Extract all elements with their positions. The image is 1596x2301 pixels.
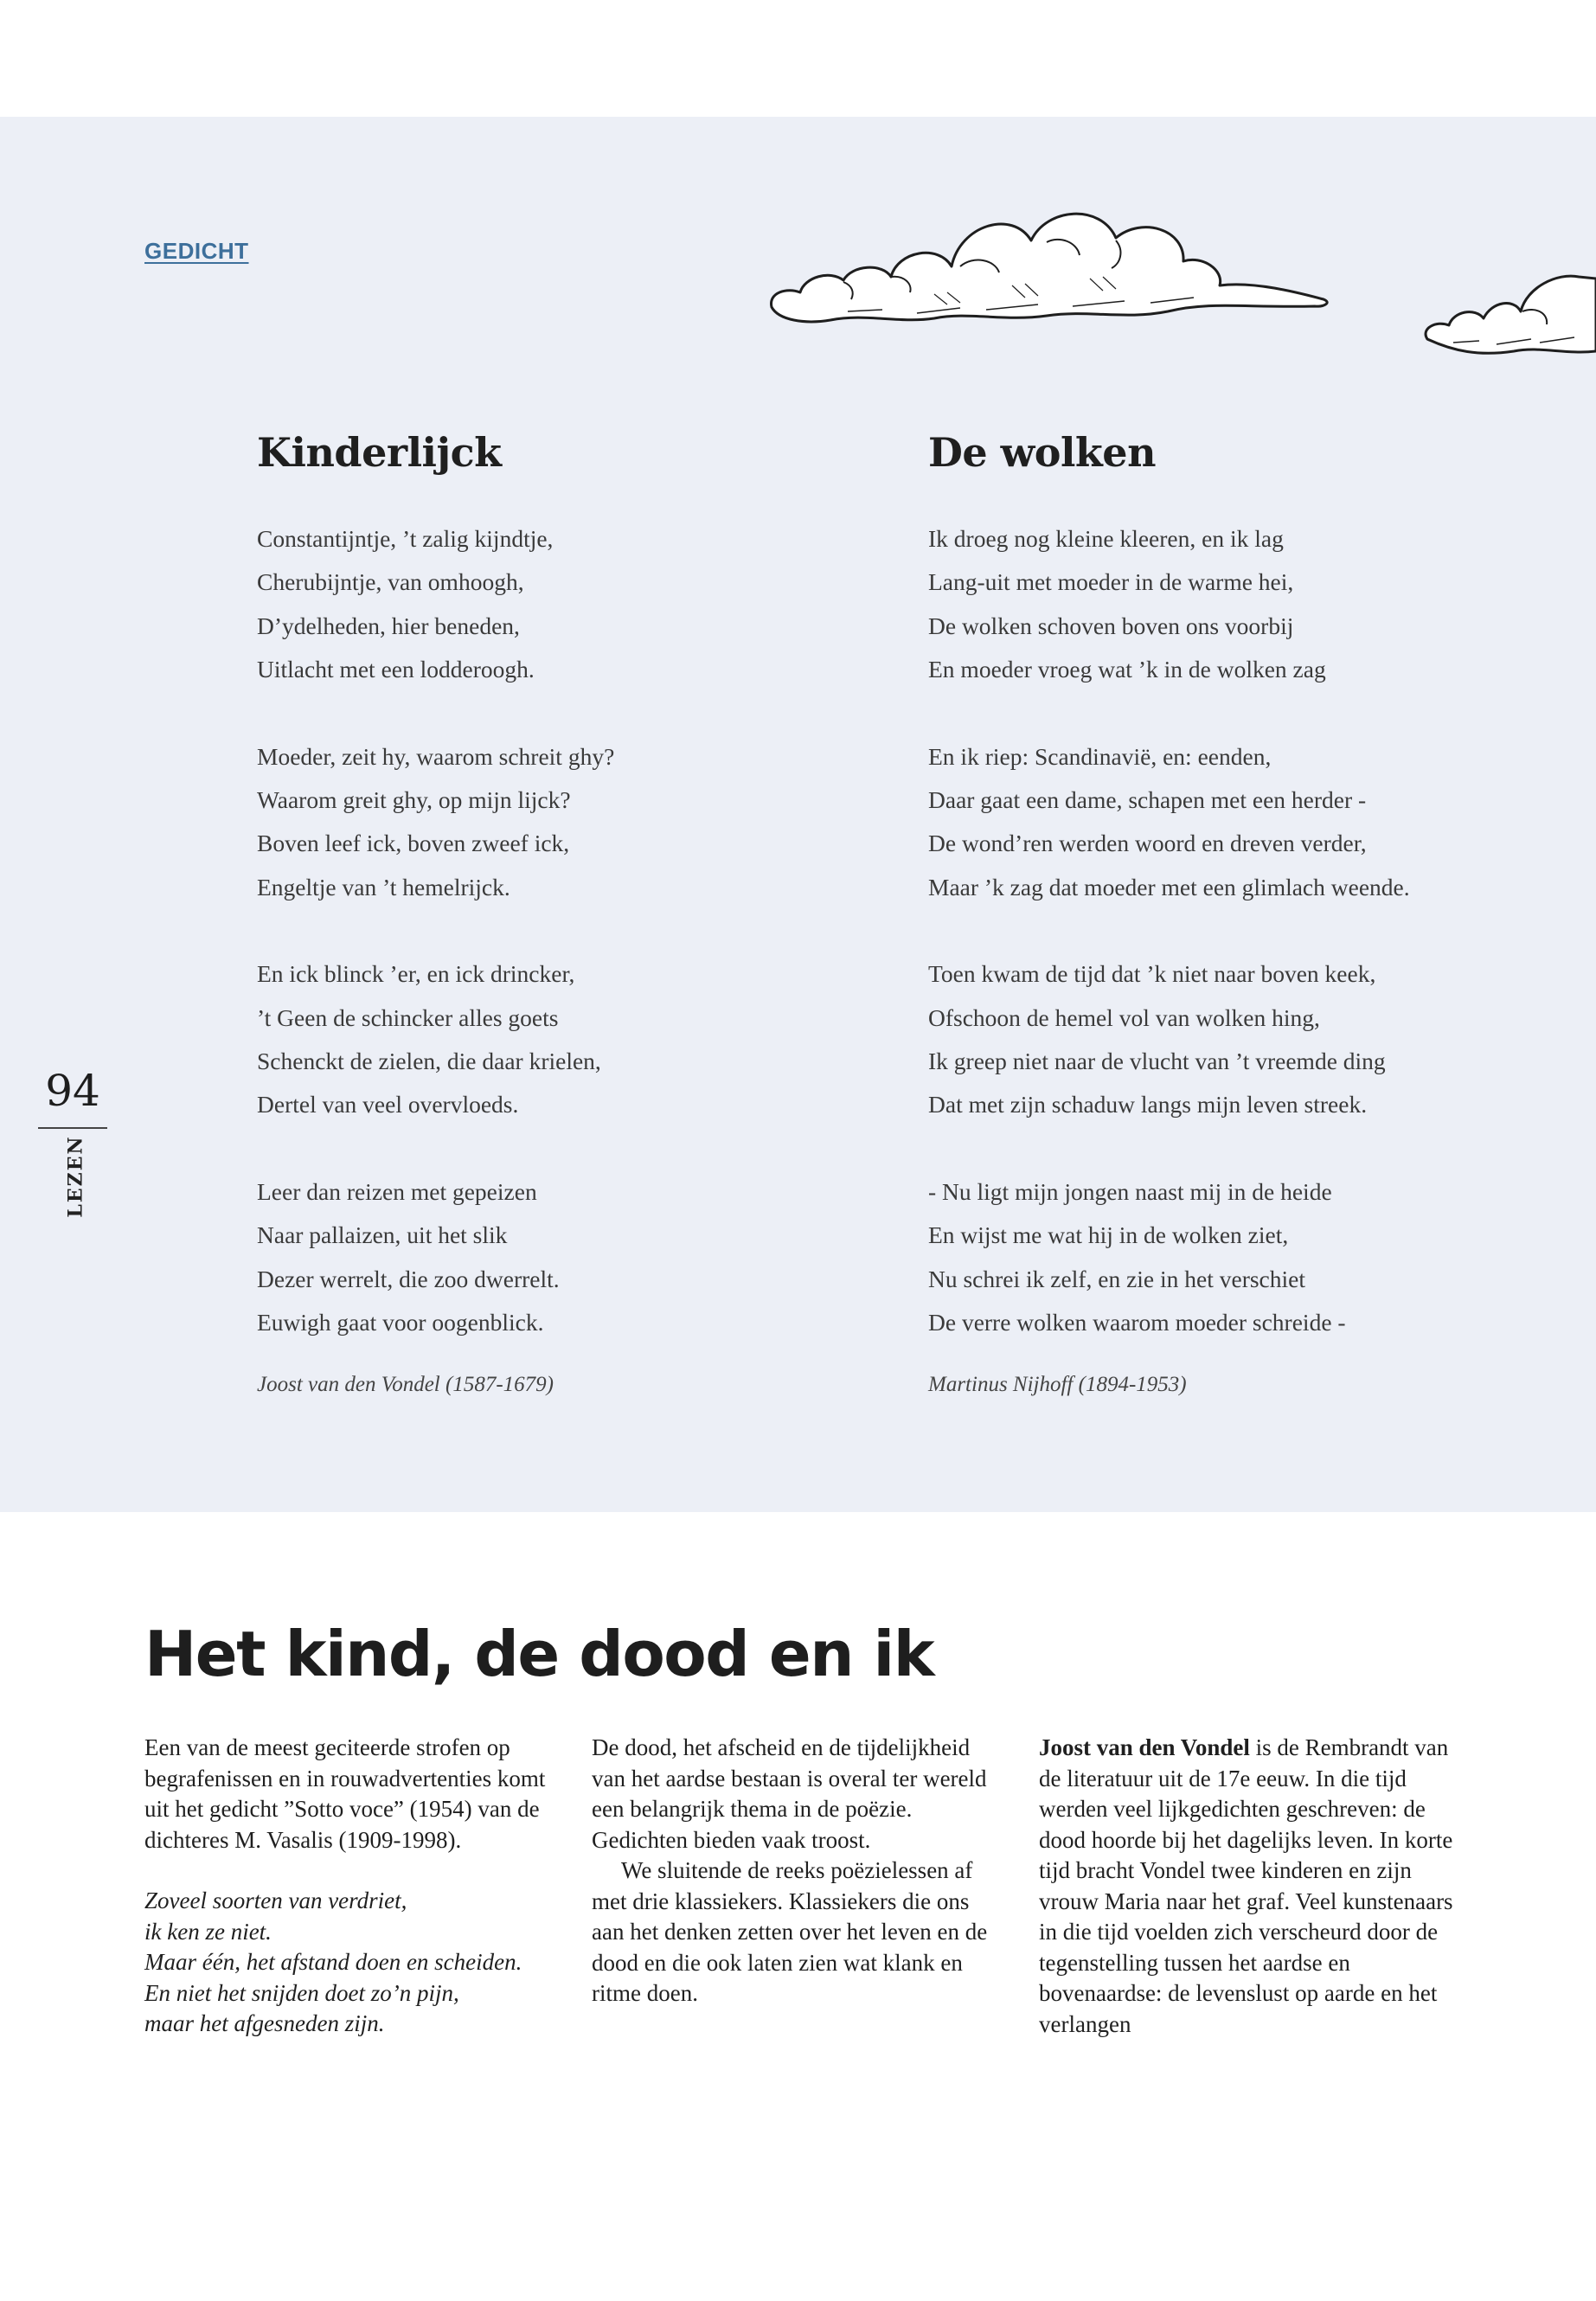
stanza [257,1170,862,1345]
poem-line: Dezer werrelt, die zoo dwerrelt. [257,1265,560,1292]
stanza [257,517,862,692]
poem-line: Engeltje van ’t hemelrijck. [257,873,510,901]
section-tag: GEDICHT [144,238,249,264]
poem-line: Uitlacht met een lodderoogh. [257,656,535,683]
article-column-2 [592,1733,1007,2009]
stanza [928,952,1560,1127]
poem-line: Moeder, zeit hy, waarom schreit ghy? [257,742,615,770]
cloud-small-icon [1426,276,1596,353]
stanza [257,952,862,1127]
poem-line: Cherubijntje, van omhoogh, [257,568,524,596]
poem-line: Nu schrei ik zelf, en zie in het verschiet [928,1265,1305,1292]
poem-title: Kinderlijck [257,429,502,476]
poem-author: Martinus Nijhoff (1894-1953) [928,1372,1187,1396]
page-number-rule [38,1127,107,1129]
poem-line: Ofschoon de hemel vol van wolken hing, [928,1003,1320,1031]
poem-line: De wond’ren werden woord en dreven verder, [928,830,1367,857]
article-paragraph [1039,1733,1463,2040]
stanza [928,735,1560,910]
poem-line: - Nu ligt mijn jongen naast mij in de heide [928,1177,1332,1205]
clouds-illustration [761,190,1596,363]
poem-line: Dat met zijn schaduw langs mijn leven streek. [928,1091,1368,1118]
poem-line: En ick blinck ’er, en ick drincker, [257,960,575,988]
poem-line: Daar gaat een dame, schapen met een herder - [928,786,1367,814]
article-column-3 [1039,1733,1463,2040]
stanza [257,735,862,910]
poem-line: Leer dan reizen met gepeizen [257,1177,537,1205]
poem-line: Constantijntje, ’t zalig kijndtje, [257,525,554,552]
poem-line: Maar ’k zag dat moeder met een glimlach weende. [928,873,1410,901]
article-paragraph: De dood, het afscheid en de tijdelijkheid van het aardse bestaan is overal ter wereld een belangrijk thema in de poëzie. Gedichten bieden vaak troost. [592,1734,987,1853]
poem-line: Ik greep niet naar de vlucht van ’t vreemde ding [928,1048,1386,1075]
cloud-large-icon [772,214,1328,322]
poem-line: Boven leef ick, boven zweef ick, [257,830,570,857]
poem-line: Lang-uit met moeder in de warme hei, [928,568,1294,596]
article-headline: Het kind, de dood en ik [144,1618,934,1690]
quote-line: ik ken ze niet. [144,1918,272,1945]
quote-line: maar het afgesneden zijn. [144,2010,385,2036]
page-number: 94 [45,1066,100,1116]
poem-line: En wijst me wat hij in de wolken ziet, [928,1221,1289,1249]
section-label [50,1135,102,1218]
quote-line: Maar één, het afstand doen en scheiden. [144,1949,522,1975]
poem-line: Ik droeg nog kleine kleeren, en ik lag [928,525,1284,552]
poem-line: Dertel van veel overvloeds. [257,1091,519,1118]
article-paragraph: We sluitende de reeks poëzielessen af met drie klassiekers. Klassiekers die ons aan het denken zetten over het leven en de dood en die ook laten zien wat klank en ritme doen. [592,1857,988,2006]
section-label-text: LEZEN [65,1135,87,1218]
article-paragraph: Een van de meest geciteerde strofen op begrafenissen en in rouwadvertenties komt uit het gedicht ”Sotto voce” (1954) van de dichteres M. Vasalis (1909-1998). [144,1734,546,1853]
poem-de-wolken [928,424,1560,1397]
poem-line: En moeder vroeg wat ’k in de wolken zag [928,656,1326,683]
poem-kinderlijck [257,424,862,1397]
poem-line: ’t Geen de schincker alles goets [257,1003,559,1031]
poem-line: Waarom greit ghy, op mijn lijck? [257,786,571,814]
poem-line: En ik riep: Scandinavië, en: eenden, [928,742,1272,770]
poem-line: Schenckt de zielen, die daar krielen, [257,1048,601,1075]
quote-line: Zoveel soorten van verdriet, [144,1888,407,1913]
poem-line: De wolken schoven boven ons voorbij [928,612,1294,639]
poem-title: De wolken [928,429,1157,476]
vondel-name: Joost van den Vondel [1039,1734,1250,1760]
poem-line: De verre wolken waarom moeder schreide - [928,1309,1346,1336]
stanza [928,1170,1560,1345]
poem-line: D’ydelheden, hier beneden, [257,612,520,639]
poem-line: Euwigh gaat voor oogenblick. [257,1309,544,1336]
quote-line: En niet het snijden doet zo’n pijn, [144,1979,459,2006]
article-column-1 [144,1733,560,2040]
poem-author: Joost van den Vondel (1587-1679) [257,1372,554,1396]
stanza [928,517,1560,692]
poem-line: Toen kwam de tijd dat ’k niet naar boven keek, [928,960,1376,988]
article-text: is de Rembrandt van de literatuur uit de 17e eeuw. In die tijd werden veel lijkgedichten geschreven: de dood hoorde bij het dagelijks leven. In korte tijd bracht Vondel twee kinderen en zijn vrouw Maria naar het graf. Veel kunstenaars in die tijd voelden zich verscheurd door de tegenstelling tussen het aardse en bovenaardse: de levenslust op aarde en het verlangen [1039,1734,1453,2037]
poem-line: Naar pallaizen, uit het slik [257,1221,508,1249]
vasalis-quote [144,1886,560,2040]
